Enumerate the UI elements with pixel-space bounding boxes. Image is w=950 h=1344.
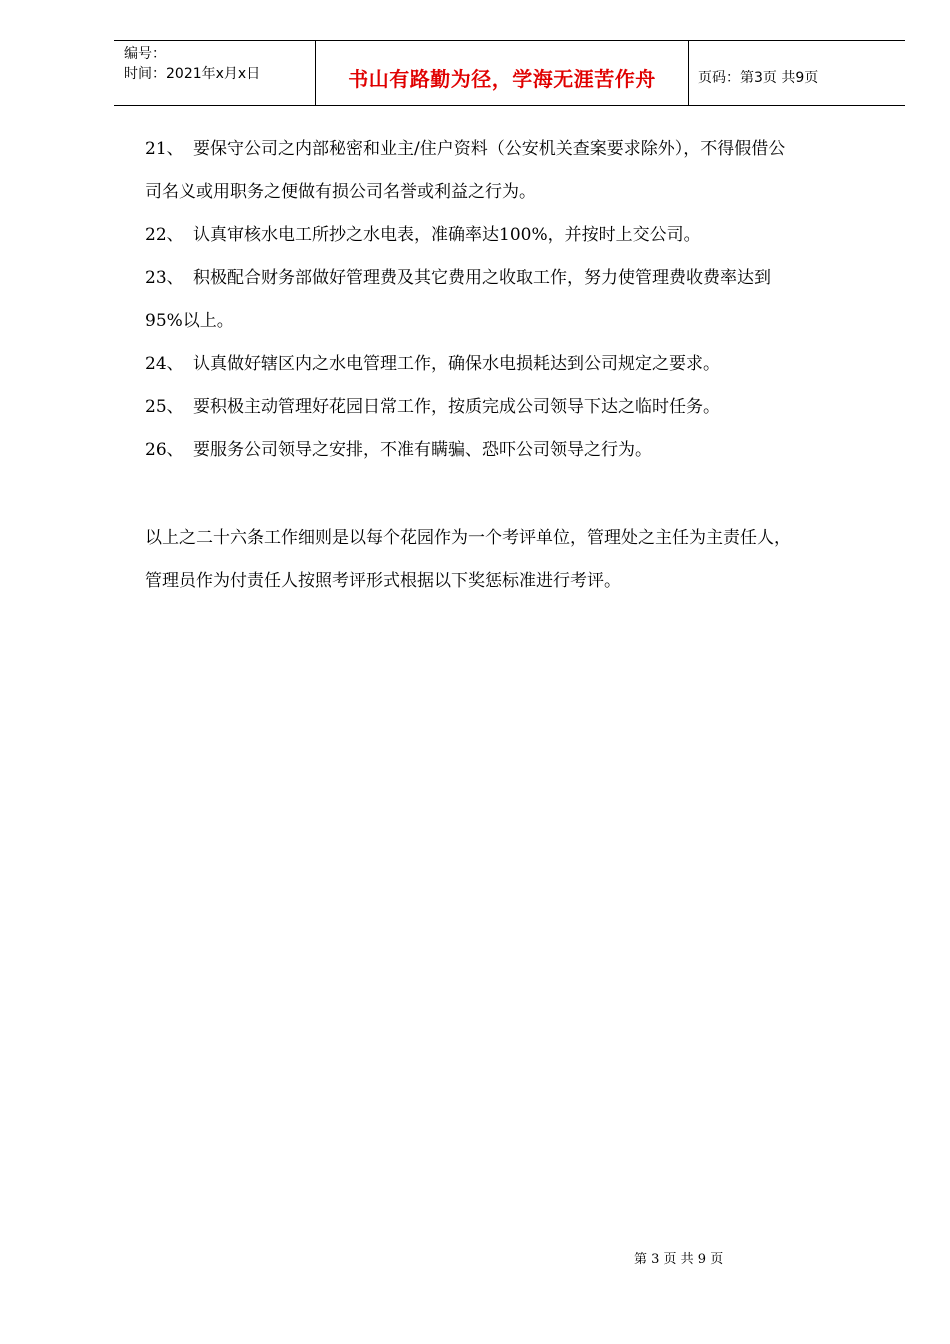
list-item-continuation — [145, 311, 234, 331]
page-header — [114, 40, 905, 106]
item-text: 要积极主动管理好花园日常工作，按质完成公司领导下达之临时任务。 — [193, 397, 720, 417]
document-number-label: 编号： — [124, 46, 166, 62]
page-footer: 第 3 页 共 9 页 — [634, 1252, 724, 1267]
summary-text: 以上之二十六条工作细则是以每个花园作为一个考评单位，管理处之主任为主责任人， — [145, 528, 791, 548]
item-number: 22、 — [145, 225, 184, 245]
summary-paragraph-line — [145, 571, 621, 591]
summary-text: 管理员作为付责任人按照考评形式根据以下奖惩标准进行考评。 — [145, 571, 621, 591]
item-text: 95%以上。 — [145, 311, 234, 331]
list-item — [145, 397, 720, 417]
item-number: 23、 — [145, 268, 184, 288]
item-text: 认真做好辖区内之水电管理工作，确保水电损耗达到公司规定之要求。 — [193, 354, 720, 374]
list-item — [145, 354, 720, 374]
item-text: 要服务公司领导之安排，不准有瞒骗、恐吓公司领导之行为。 — [193, 440, 652, 460]
item-number: 26、 — [145, 440, 184, 460]
header-page-cell — [689, 41, 905, 105]
list-item — [145, 268, 771, 288]
list-item-continuation — [145, 182, 536, 202]
list-item — [145, 225, 701, 245]
list-item — [145, 440, 652, 460]
header-motto-cell — [316, 41, 689, 105]
item-number: 24、 — [145, 354, 184, 374]
document-date: 时间：2021年x月x日 — [124, 66, 261, 82]
item-text: 要保守公司之内部秘密和业主/住户资料（公安机关查案要求除外），不得假借公 — [193, 139, 786, 159]
header-motto: 书山有路勤为径，学海无涯苦作舟 — [348, 67, 656, 91]
header-info-cell — [114, 41, 316, 105]
summary-paragraph-line — [145, 528, 791, 548]
item-text: 司名义或用职务之便做有损公司名誉或利益之行为。 — [145, 182, 536, 202]
list-item — [145, 139, 785, 159]
item-text: 认真审核水电工所抄之水电表，准确率达100%，并按时上交公司。 — [193, 225, 701, 245]
item-number: 21、 — [145, 139, 184, 159]
item-number: 25、 — [145, 397, 184, 417]
item-text: 积极配合财务部做好管理费及其它费用之收取工作，努力使管理费收费率达到 — [193, 268, 771, 288]
header-page-number: 页码：第3页 共9页 — [698, 70, 819, 86]
